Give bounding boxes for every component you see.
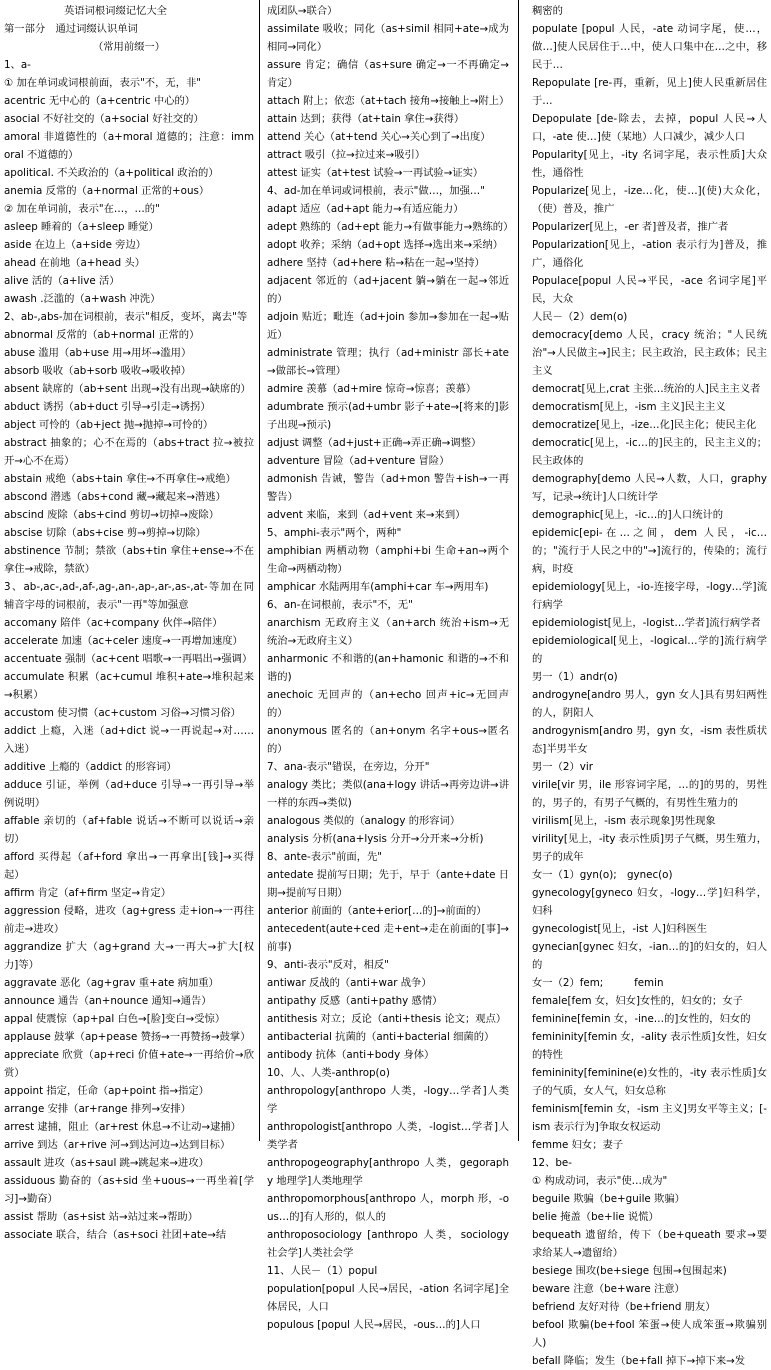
entry-line: 2、ab-,abs-加在词根前，表示"相反，变坏，离去"等	[4, 311, 248, 323]
entry-line: assist 帮助（as+sist 站→站过来→帮助）	[4, 1211, 199, 1223]
entry-line: assiduous 勤奋的（as+sid 坐+uous→一再坐着[学习]→勤奋）	[4, 1175, 254, 1205]
entry-line: abstain 戒绝（abs+tain 拿住→不再拿住→戒绝）	[4, 473, 236, 485]
entry-line: democrat[见上,crat 主张…统治的人]民主主义者	[532, 383, 761, 395]
entry-line: attract 吸引（拉→拉过来→吸引）	[267, 149, 426, 161]
entry-line: 女一（2）fem; femin	[532, 977, 664, 989]
entry-line: aggrandize 扩大（ag+grand 大→一再大→扩大[权力]等）	[4, 941, 254, 971]
entry-line: Popularity[见上，-ity 名词字尾，表示性质]大众性，通俗性	[532, 149, 767, 179]
entry-line: femme 妇女；妻子	[532, 1139, 624, 1151]
entry-line: adjacent 邻近的（ad+jacent 躺→躺在一起→邻近的）	[267, 275, 509, 305]
entry-line: arrange 安排（ar+range 排列→安排）	[4, 1103, 191, 1115]
entry-line: announce 通告（an+nounce 通知→通告）	[4, 995, 212, 1007]
entry-line: gynecian[gynec 妇女，-ian…的]的妇女的，妇人的	[532, 941, 767, 971]
entry-line: adjust 调整（ad+just+正确→弄正确→调整）	[267, 437, 482, 449]
entry-line: besiege 围攻(be+siege 包围→包围起来)	[532, 1265, 727, 1277]
entry-line: attach 附上；依恋（at+tach 接角→接触上→附上）	[267, 95, 510, 107]
entry-line: adduce 引证，举例（ad+duce 引导→一再引导→举例说明）	[4, 779, 254, 809]
entry-line: populate [popul 人民，-ate 动词字尾，使…，做…]使人民居住于…中，使人口集中在…之中，移民于…	[532, 23, 767, 71]
entry-line: ② 加在单词前，表示"在…，…的"	[4, 203, 160, 215]
entry-line: alive 活的（a+live 活）	[4, 275, 120, 287]
entry-line: abstinence 节制；禁欲（abs+tin 拿住+ense→不在拿住→戒除，禁欲）	[4, 545, 254, 575]
entry-line: 成团队→联合）	[267, 5, 338, 17]
entry-line: attain 达到；获得（at+tain 拿住→获得）	[267, 113, 465, 125]
entry-line: accustom 使习惯（ac+custom 习俗→习惯习俗）	[4, 707, 241, 719]
entry-line: absent 缺席的（ab+sent 出现→没有出现→缺席的）	[4, 383, 251, 395]
entry-line: femininity[feminine(e)女性的，-ity 表示性质]女子的气质，女人气，妇女总称	[532, 1067, 767, 1097]
entry-line: beguile 欺骗（be+guile 欺骗）	[532, 1193, 685, 1205]
entry-line: Depopulate [de-除去，去掉，popul 人民→人口，-ate 使…]使（某地）人口减少，减少人口	[532, 113, 767, 143]
entry-line: 6、an-在词根前，表示"不，无"	[267, 599, 413, 611]
entry-line: attend 关心（at+tend 关心→关心到了→出度）	[267, 131, 491, 143]
entry-line: 女一（1）gyn(o); gynec(o)	[532, 869, 673, 881]
entry-line: awash .泛滥的（a+wash 冲洗）	[4, 293, 161, 305]
entry-line: appal 使震惊（ap+pal 白色→[脸]变白→受惊）	[4, 1013, 226, 1025]
entry-line: apolitical. 不关政治的（a+political 政治的）	[4, 167, 219, 179]
entry-line: epidemiologist[见上，-logist…学者]流行病学者	[532, 617, 761, 629]
entry-line: aside 在边上（a+side 旁边）	[4, 239, 147, 251]
entry-line: population[popul 人民→居民，-ation 名词字尾]全体居民，人口	[267, 1283, 509, 1313]
entry-line: 男一（2）vir	[532, 761, 593, 773]
entry-line: 12、be-	[532, 1157, 572, 1169]
entry-line: aggression 侵略，进攻（ag+gress 走+ion→一再往前走→进攻）	[4, 905, 254, 935]
entry-line: admonish 告诫，警告（ad+mon 警告+ish→一再警告）	[267, 473, 509, 503]
entry-line: abscond 潜逃（abs+cond 藏→藏起来→潜逃）	[4, 491, 226, 503]
entry-line: anterior 前面的（ante+erior[…的]→前面的）	[267, 905, 487, 917]
entry-line: amoral 非道德性的（a+moral 道德的；注意：immoral 不道德的）	[4, 131, 254, 161]
column-3	[532, 0, 767, 1367]
entry-line: beware 注意（be+ware 注意）	[532, 1283, 685, 1295]
entry-line: Repopulate [re-再，重新，见上]使人民重新居住于…	[532, 77, 767, 107]
entry-line: associate 联合，结合（as+soci 社团+ate→结	[4, 1229, 227, 1241]
entry-line: arrest 逮捕，阻止（ar+rest 休息→不让动→逮捕）	[4, 1121, 241, 1133]
entry-line: admire 羡慕（ad+mire 惊奇→惊喜；羡慕）	[267, 383, 477, 395]
column-2	[267, 0, 514, 1331]
entry-line: additive 上瘾的（addict 的形容词）	[4, 761, 177, 773]
entry-line: adept 熟练的（ad+ept 能力→有做事能力→熟练的）	[267, 221, 514, 233]
entry-line: democratic[见上，-ic…的]民主的，民主主义的；民主政体的	[532, 437, 767, 467]
entry-line: 人民－（2）dem(o)	[532, 311, 628, 323]
entry-line: adventure 冒险（ad+venture 冒险）	[267, 455, 450, 467]
entry-line: aggravate 恶化（ag+grav 重+ate 病加重）	[4, 977, 219, 989]
entry-line: abstract 抽象的；心不在焉的（abs+tract 拉→被拉开→心不在焉）	[4, 437, 254, 467]
entry-line: anonymous 匿名的（an+onym 名字+ous→匿名的）	[267, 725, 509, 755]
column-2-entries	[267, 2, 514, 1334]
column-divider-right	[518, 0, 519, 1141]
entry-line: adopt 收养；采纳（ad+opt 选择→选出来→采纳）	[267, 239, 504, 251]
entry-line: amphibian 两栖动物（amphi+bi 生命+an→两个生命→两栖动物）	[267, 545, 509, 575]
entry-line: assimilate 吸收；同化（as+simil 相同+ate→成为相同→同化）	[267, 23, 509, 53]
part-subtitle: （常用前缀一）	[92, 41, 166, 53]
entry-line: administrate 管理；执行（ad+ministr 部长+ate→做部长→管理）	[267, 347, 509, 377]
entry-line: analogy 类比；类似(ana+logy 讲话→再旁边讲→讲一样的东西→类似)	[267, 779, 509, 809]
entry-line: abscind 废除（abs+cind 剪切→切掉→废除）	[4, 509, 219, 521]
entry-line: epidemiology[见上，-io-连接字母，-logy…学]流行病学	[532, 581, 767, 611]
entry-line: accomany 陪伴（ac+company 伙伴→陪伴）	[4, 617, 223, 629]
entry-line: gynecology[gyneco 妇女，-logy…学]妇科学，妇科	[532, 887, 767, 917]
entry-line: antithesis 对立；反论（anti+thesis 论文；观点）	[267, 1013, 507, 1025]
entry-line: abuse 滥用（ab+use 用→用坏→滥用）	[4, 347, 192, 359]
entry-line: acentric 无中心的（a+centric 中心的）	[4, 95, 196, 107]
entry-line: feminism[femin 女，-ism 主义]男女平等主义；[-ism 表示行为]争取女权运动	[532, 1103, 767, 1133]
column-1	[4, 0, 254, 1241]
entry-line: adumbrate 预示(ad+umbr 影子+ate→[将来的]影子出现→预示)	[267, 401, 509, 431]
entry-line: demography[demo 人民→人数，人口，graphy 写，记录→统计]人口统计学	[532, 473, 767, 503]
entry-line: befool 欺骗(be+fool 笨蛋→使人成笨蛋→欺骗别人)	[532, 1319, 767, 1349]
entry-line: demographic[见上，-ic…的]人口统计的	[532, 509, 724, 521]
entry-line: antedate 提前写日期；先于，早于（ante+date 日期→提前写日期）	[267, 869, 509, 899]
entry-line: 男一（1）andr(o)	[532, 671, 618, 683]
entry-line: epidemic[epi-在…之间，dem 人民，-ic…的；"流行于人民之中的"→]流行的，传染的；流行病，时疫	[532, 527, 767, 575]
entry-line: gynecologist[见上，-ist 人]妇科医生	[532, 923, 708, 935]
entry-line: 4、ad-加在单词或词根前，表示"做…，加强…"	[267, 185, 485, 197]
entry-line: appoint 指定，任命（ap+point 指→指定）	[4, 1085, 209, 1097]
entry-line: 8、ante-表示"前面，先"	[267, 851, 383, 863]
entry-line: virilism[见上，-ism 表示现象]男性现象	[532, 815, 716, 827]
entry-line: feminine[femin 女，-ine…的]女性的，妇女的	[532, 1013, 751, 1025]
entry-line: absorb 吸收（ab+sorb 吸收→吸收掉）	[4, 365, 192, 377]
entry-line: Popularization[见上，-ation 表示行为]普及，推广，通俗化	[532, 239, 767, 269]
entry-line: 稠密的	[532, 5, 563, 17]
entry-line: accentuate 强制（ac+cent 唱歌→一再唱出→强调）	[4, 653, 253, 665]
entry-line: abscise 切除（abs+cise 剪→剪掉→切除）	[4, 527, 206, 539]
entry-line: democratism[见上，-ism 主义]民主主义	[532, 401, 726, 413]
entry-line: arrive 到达（ar+rive 河→到达河边→达到目标）	[4, 1139, 231, 1151]
entry-line: antipathy 反感（anti+pathy 感情）	[267, 995, 443, 1007]
entry-line: 7、ana-表示"错误，在旁边，分开"	[267, 761, 430, 773]
entry-line: adjoin 贴近；毗连（ad+join 参加→参加在一起→贴近）	[267, 311, 509, 341]
entry-line: anthropogeography[anthropo 人类，gegoraphy 地理学]人类地理学	[267, 1157, 509, 1187]
entry-line: accumulate 积累（ac+cumul 堆积+ate→堆积起来→积累）	[4, 671, 254, 701]
entry-line: 11、人民－（1）popul	[267, 1265, 378, 1277]
entry-line: anarchism 无政府主义（an+arch 统治+ism→无统治→无政府主义）	[267, 617, 509, 647]
entry-line: belie 掩盖（be+lie 说慌）	[532, 1211, 659, 1223]
entry-line: anthropologist[anthropo 人类，-logist…学者]人类学者	[267, 1121, 509, 1151]
entry-line: virility[见上，-ity 表示性质]男子气概，男生殖力，男子的成年	[532, 833, 767, 863]
entry-line: amphicar 水陆两用车(amphi+car 车→两用车)	[267, 581, 489, 593]
entry-line: 3、ab-,ac-,ad-,af-,ag-,an-,ap-,ar-,as-,at-等加在同辅音字母的词根前，表示"一再"等加强意	[4, 581, 254, 611]
entry-line: femininity[femin 女，-ality 表示性质]女性，妇女的特性	[532, 1031, 767, 1061]
entry-line: ① 加在单词或词根前面，表示"不，无，非"	[4, 77, 202, 89]
entry-line: ahead 在前地（a+head 头）	[4, 257, 145, 269]
entry-line: anechoic 无回声的（an+echo 回声+ic→无回声的）	[267, 689, 509, 719]
entry-line: democratize[见上，-ize…化]民主化；使民主化	[532, 419, 757, 431]
entry-line: adapt 适应（ad+apt 能力→有适应能力）	[267, 203, 464, 215]
entry-line: attest 证实（at+test 试验→一再试验→证实）	[267, 167, 484, 179]
entry-line: affirm 肯定（af+firm 坚定→肯定）	[4, 887, 172, 899]
entry-line: antiwar 反战的（anti+war 战争）	[267, 977, 432, 989]
entry-line: anharmonic 不和谐的(an+hamonic 和谐的→不和谐的)	[267, 653, 509, 683]
entry-line: antibody 抗体（anti+body 身体）	[267, 1049, 435, 1061]
entry-line: epidemiological[见上，-logical…学的]流行病学的	[532, 635, 767, 665]
column-1-entries	[4, 56, 254, 1244]
entry-line: applause 鼓掌（ap+pease 赞扬→一再赞扬→鼓掌）	[4, 1031, 251, 1043]
entry-line: virile[vir 男，ile 形容词字尾，…的]的男的，男性的，男子的，有男子气概的，有男性生殖力的	[532, 779, 767, 809]
entry-line: female[fem 女，妇女]女性的，妇女的；女子	[532, 995, 743, 1007]
entry-line: accelerate 加速（ac+celer 速度→一再增加速度）	[4, 635, 243, 647]
entry-line: anemia 反常的（a+normal 正常的+ous）	[4, 185, 210, 197]
entry-line: asleep 睡着的（a+sleep 睡觉）	[4, 221, 159, 233]
document-title: 英语词根词缀记忆大全	[64, 5, 167, 17]
entry-line: abnormal 反常的（ab+normal 正常的）	[4, 329, 200, 341]
entry-line: antecedent(aute+ced 走+ent→走在前面的[事]→前事)	[267, 923, 509, 953]
entry-line: anthroposociology [anthropo 人类，sociology 社会学]人类社会学	[267, 1229, 509, 1259]
part-heading: 第一部分 通过词缀认识单词	[4, 23, 138, 35]
entry-line: Popularizer[见上，-er 者]普及者，推广者	[532, 221, 729, 233]
entry-line: 5、amphi-表示"两个，两种"	[267, 527, 402, 539]
entry-line: analogous 类似的（analogy 的形容词）	[267, 815, 461, 827]
entry-line: addict 上瘾，入迷（ad+dict 说→一再说起→对……入迷）	[4, 725, 254, 755]
entry-line: asocial 不好社交的（a+social 好社交的）	[4, 113, 204, 125]
entry-line: advent 来临，来到（ad+vent 来→来到）	[267, 509, 466, 521]
entry-line: democracy[demo 人民，cracy 统治；"人民统治"→人民做主→]民主；民主政治，民主政体；民主主义	[532, 329, 767, 377]
entry-line: Popularize[见上，-ize…化，使…](使)大众化，（使）普及，推广	[532, 185, 767, 215]
entry-line: androgynism[andro 男，gyn 女，-ism 表性质状态]半男半女	[532, 725, 767, 755]
entry-line: anthropomorphous[anthropo 人，morph 形，-ous…的]有人形的，似人的	[267, 1193, 509, 1223]
entry-line: abject 可怜的（ab+ject 抛→抛掉→可怜的）	[4, 419, 214, 431]
entry-line: 9、anti-表示"反对，相反"	[267, 959, 389, 971]
column-3-entries	[532, 2, 767, 1370]
entry-line: befall 降临；发生（be+fall 掉下→掉下来→发	[532, 1355, 746, 1367]
entry-line: antibacterial 抗菌的（anti+bacterial 细菌的）	[267, 1031, 495, 1043]
entry-line: 1、a-	[4, 59, 31, 71]
entry-line: assault 进攻（as+saul 跳→跳起来→进攻）	[4, 1157, 209, 1169]
entry-line: Populace[popul 人民→平民，-ace 名词字尾]平民，大众	[532, 275, 767, 305]
entry-line: androgyne[andro 男人，gyn 女人]具有男妇两性的人，阴阳人	[532, 689, 767, 719]
entry-line: affable 亲切的（af+fable 说话→不断可以说话→亲切）	[4, 815, 254, 845]
entry-line: analysis 分析(ana+lysis 分开→分开来→分析)	[267, 833, 484, 845]
entry-line: bequeath 遗留给，传下（be+queath 要求→要求给某人→遗留给）	[532, 1229, 767, 1259]
entry-line: abduct 诱拐（ab+duct 引导→引走→诱拐）	[4, 401, 211, 413]
entry-line: appreciate 欣赏（ap+reci 价值+ate→一再给价→欣赏）	[4, 1049, 254, 1079]
column-divider-left	[259, 0, 260, 1141]
entry-line: befriend 友好对待（be+friend 朋友）	[532, 1301, 716, 1313]
entry-line: anthropology[anthropo 人类，-logy…学者]人类学	[267, 1085, 509, 1115]
entry-line: populous [popul 人民→居民，-ous…的]人口	[267, 1319, 481, 1331]
entry-line: adhere 坚持（ad+here 粘→粘在一起→坚持）	[267, 257, 485, 269]
entry-line: afford 买得起（af+ford 拿出→一再拿出[钱]→买得起）	[4, 851, 254, 881]
entry-line: assure 肯定；确信（as+sure 确定→一不再确定→肯定）	[267, 59, 509, 89]
entry-line: ① 构成动词，表示"使…成为"	[532, 1175, 668, 1187]
entry-line: 10、人、人类-anthrop(o)	[267, 1067, 390, 1079]
